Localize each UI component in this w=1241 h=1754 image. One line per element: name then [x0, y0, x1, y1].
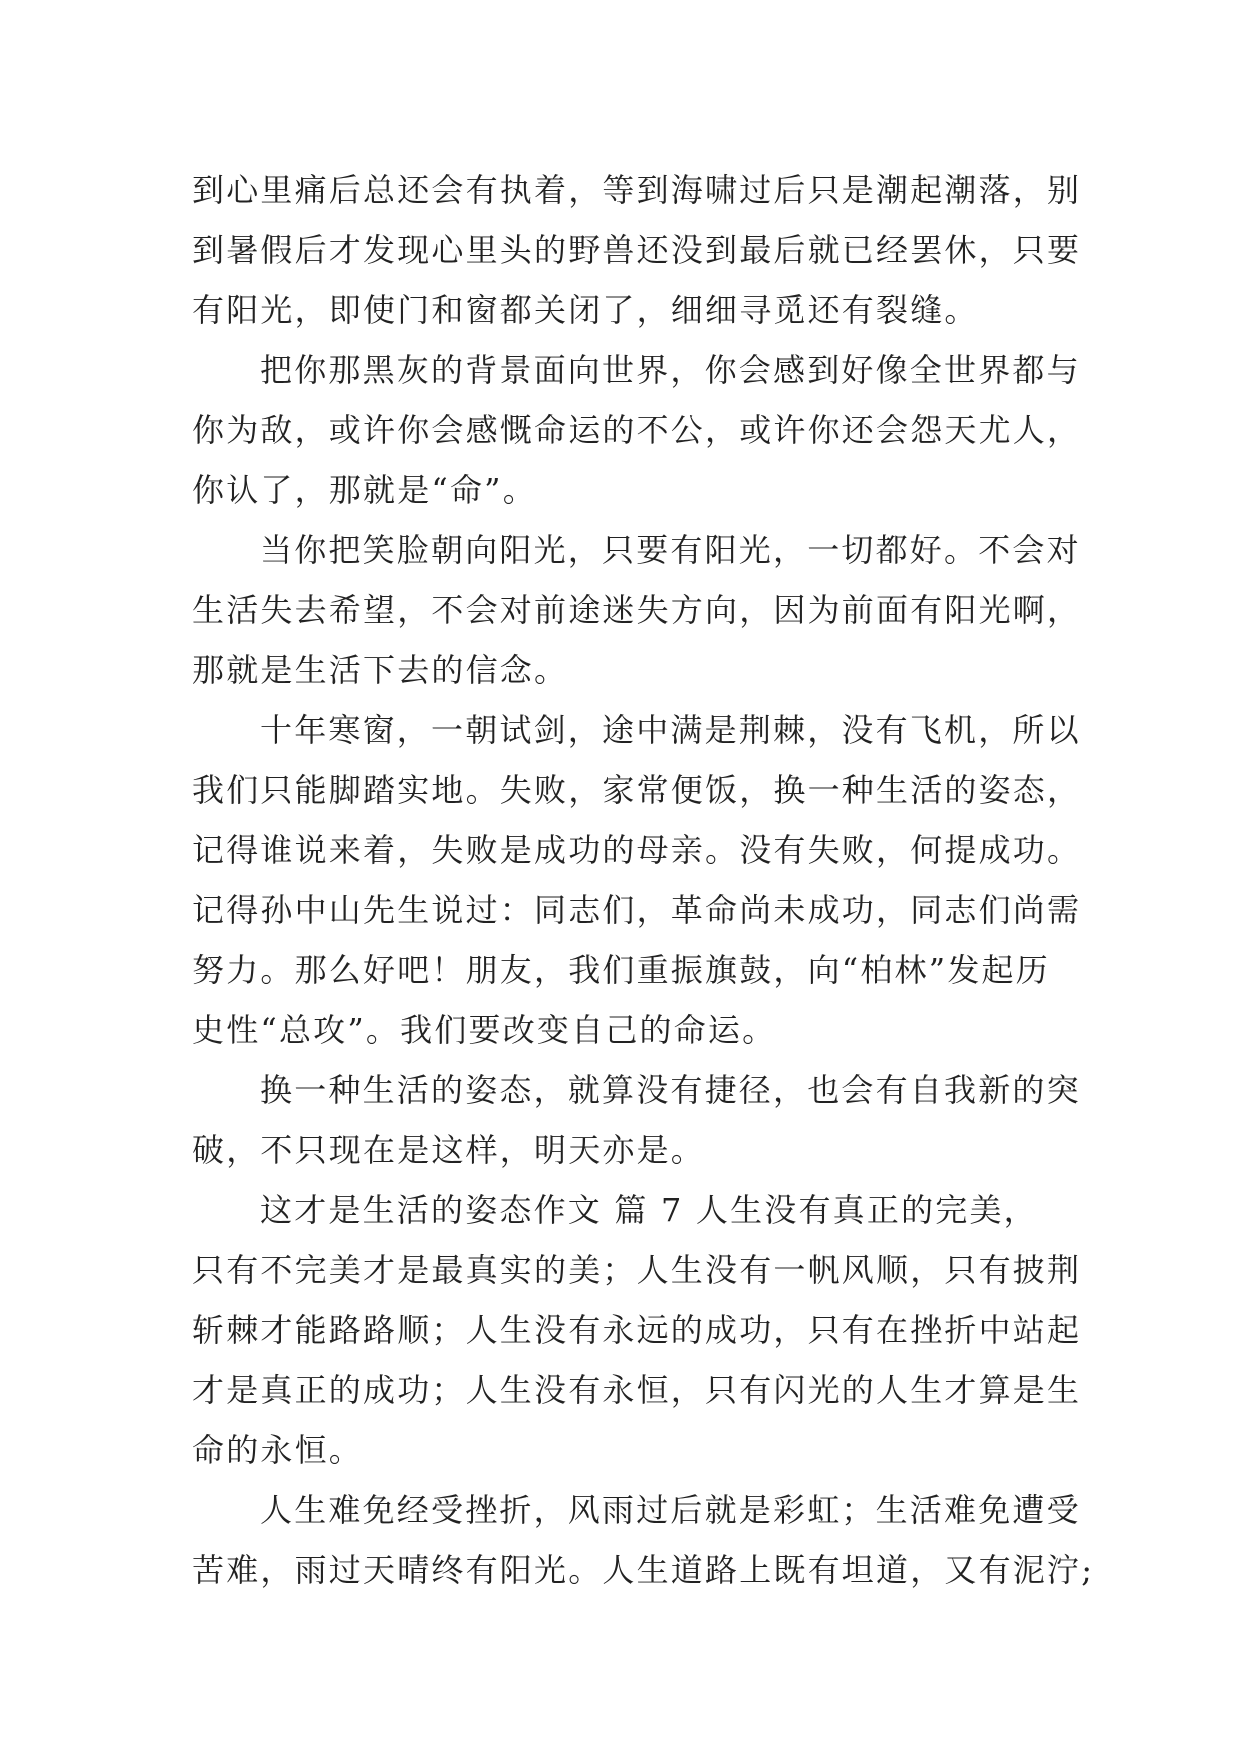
text-line: 当你把笑脸朝向阳光，只要有阳光，一切都好。不会对	[260, 531, 1081, 569]
text-line: 只有不完美才是最真实的美；人生没有一帆风顺，只有披荆	[192, 1251, 1082, 1289]
text-line: 记得孙中山先生说过：同志们，革命尚未成功，同志们尚需	[192, 891, 1082, 929]
text-line: 有阳光，即使门和窗都关闭了，细细寻觅还有裂缝。	[192, 291, 979, 329]
text-line: 记得谁说来着，失败是成功的母亲。没有失败，何提成功。	[192, 831, 1082, 869]
text-line: 生活失去希望，不会对前途迷失方向，因为前面有阳光啊，	[192, 591, 1082, 629]
text-line: 那就是生活下去的信念。	[192, 651, 569, 689]
text-line: 斩棘才能路路顺；人生没有永远的成功，只有在挫折中站起	[192, 1311, 1082, 1349]
document-body	[192, 160, 1095, 1600]
text-line: 破，不只现在是这样，明天亦是。	[192, 1131, 706, 1169]
text-line: 努力。那么好吧！朋友，我们重振旗鼓，向“柏林”发起历	[192, 951, 1050, 989]
text-line: 到暑假后才发现心里头的野兽还没到最后就已经罢休，只要	[192, 231, 1082, 269]
text-line: 到心里痛后总还会有执着，等到海啸过后只是潮起潮落，别	[192, 171, 1082, 209]
text-line: 才是真正的成功；人生没有永恒，只有闪光的人生才算是生	[192, 1371, 1082, 1409]
text-line: 史性“总攻”。我们要改变自己的命运。	[192, 1011, 777, 1049]
text-line: 人生难免经受挫折，风雨过后就是彩虹；生活难免遭受	[260, 1491, 1081, 1529]
text-line: 你认了，那就是“命”。	[192, 471, 537, 509]
text-line: 我们只能脚踏实地。失败，家常便饭，换一种生活的姿态，	[192, 771, 1082, 809]
text-line: 换一种生活的姿态，就算没有捷径，也会有自我新的突	[260, 1071, 1081, 1109]
text-line: 十年寒窗，一朝试剑，途中满是荆棘，没有飞机，所以	[260, 711, 1081, 749]
text-line: 命的永恒。	[192, 1431, 364, 1469]
text-line: 你为敌，或许你会感慨命运的不公，或许你还会怨天尤人，	[192, 411, 1082, 449]
text-line: 苦难，雨过天晴终有阳光。人生道路上既有坦道，又有泥泞;	[192, 1551, 1095, 1589]
text-line: 这才是生活的姿态作文 篇 7 人生没有真正的完美，	[260, 1191, 1038, 1229]
text-line: 把你那黑灰的背景面向世界，你会感到好像全世界都与	[260, 351, 1081, 389]
